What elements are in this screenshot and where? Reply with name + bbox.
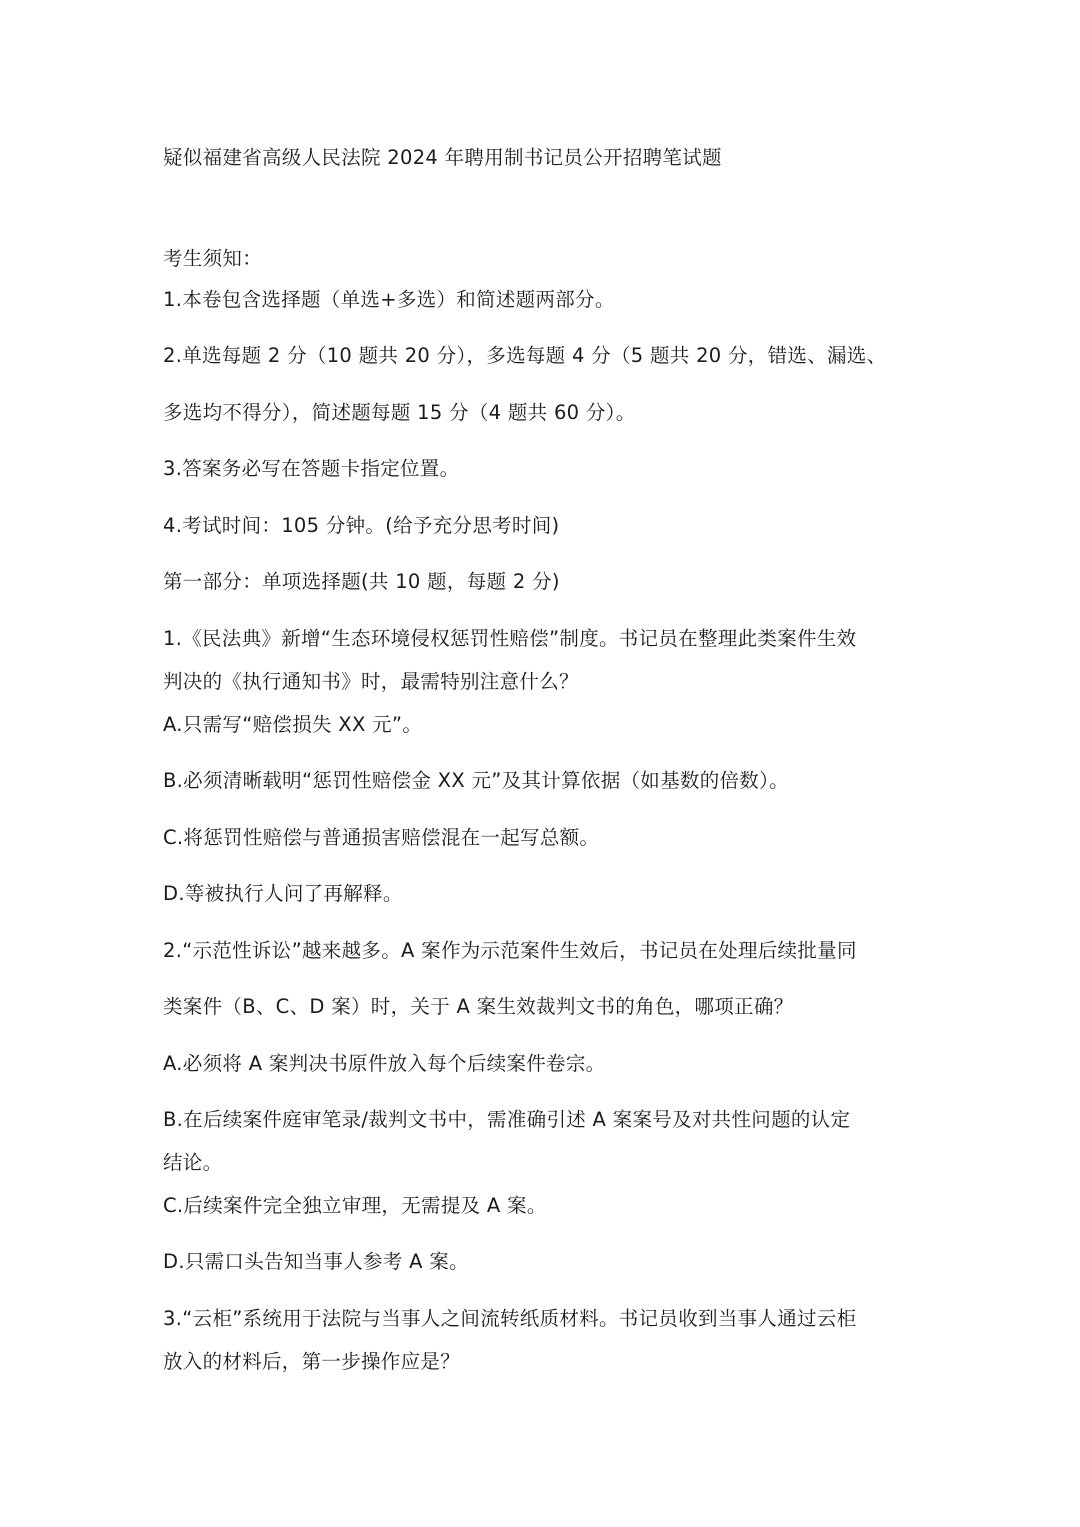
question-option: C.后续案件完全独立审理，无需提及 A 案。 — [163, 1194, 547, 1217]
question-option: C.将惩罚性赔偿与普通损害赔偿混在一起写总额。 — [163, 826, 600, 849]
section-heading: 第一部分：单项选择题(共 10 题，每题 2 分) — [163, 570, 560, 593]
question-option: 结论。 — [163, 1151, 223, 1174]
notice-item: 2.单选每题 2 分（10 题共 20 分），多选每题 4 分（5 题共 20 分，错选、漏选、 — [163, 344, 887, 367]
question-option: B.在后续案件庭审笔录/裁判文书中，需准确引述 A 案案号及对共性问题的认定 — [163, 1108, 851, 1131]
question-stem: 1.《民法典》新增“生态环境侵权惩罚性赔偿”制度。书记员在整理此类案件生效 — [163, 627, 857, 650]
notice-item: 4.考试时间：105 分钟。(给予充分思考时间) — [163, 514, 560, 537]
notice-heading: 考生须知： — [163, 247, 263, 270]
question-option: D.等被执行人问了再解释。 — [163, 882, 403, 905]
question-stem: 放入的材料后，第一步操作应是？ — [163, 1350, 461, 1373]
question-stem: 2.“示范性诉讼”越来越多。A 案作为示范案件生效后，书记员在处理后续批量同 — [163, 939, 857, 962]
notice-item: 3.答案务必写在答题卡指定位置。 — [163, 457, 460, 480]
question-stem: 判决的《执行通知书》时，最需特别注意什么？ — [163, 670, 579, 693]
question-option: A.只需写“赔偿损失 XX 元”。 — [163, 713, 423, 736]
question-stem: 类案件（B、C、D 案）时，关于 A 案生效裁判文书的角色，哪项正确？ — [163, 995, 794, 1018]
question-stem: 3.“云柜”系统用于法院与当事人之间流转纸质材料。书记员收到当事人通过云柜 — [163, 1307, 857, 1330]
question-option: A.必须将 A 案判决书原件放入每个后续案件卷宗。 — [163, 1052, 606, 1075]
notice-item: 多选均不得分），简述题每题 15 分（4 题共 60 分）。 — [163, 401, 636, 424]
question-option: D.只需口头告知当事人参考 A 案。 — [163, 1250, 469, 1273]
document-title: 疑似福建省高级人民法院 2024 年聘用制书记员公开招聘笔试题 — [163, 146, 722, 169]
notice-item: 1.本卷包含选择题（单选+多选）和简述题两部分。 — [163, 288, 615, 311]
question-option: B.必须清晰载明“惩罚性赔偿金 XX 元”及其计算依据（如基数的倍数）。 — [163, 769, 789, 792]
